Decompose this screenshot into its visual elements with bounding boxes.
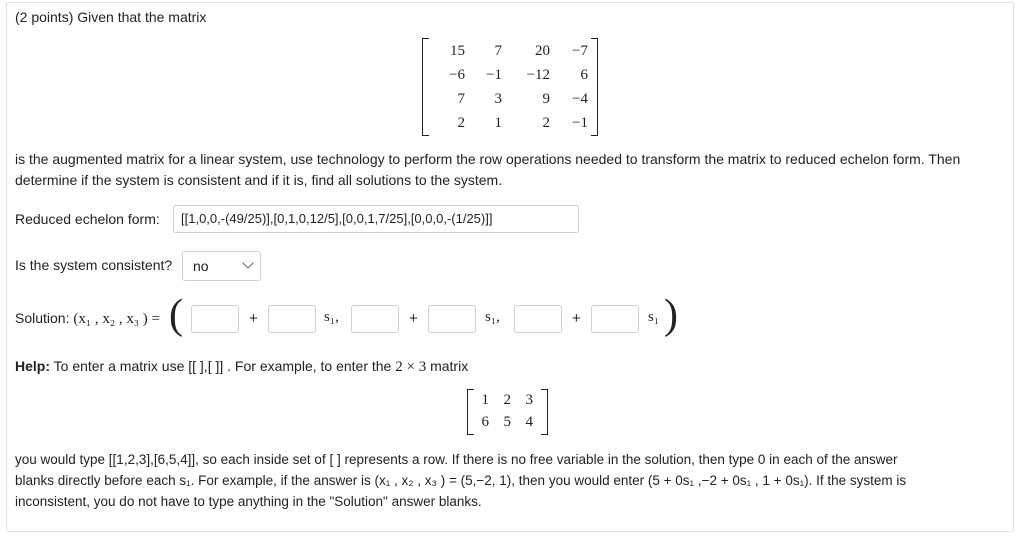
solution-blank-x2-coefficient[interactable] bbox=[428, 305, 476, 333]
solution-blank-x1-coefficient[interactable] bbox=[268, 305, 316, 333]
matrix-cell: 7 bbox=[494, 42, 502, 59]
example-cell: 4 bbox=[525, 413, 533, 430]
help-dims: 2 × 3 bbox=[395, 359, 427, 375]
matrix-cell: 1 bbox=[494, 114, 502, 131]
solution-blank-x3-coefficient[interactable] bbox=[591, 305, 639, 333]
help-paragraph-line: inconsistent, you do not have to type anything in the "Solution" answer blanks. bbox=[15, 494, 482, 509]
right-paren: ) bbox=[664, 292, 678, 338]
consistent-label: Is the system consistent? bbox=[15, 257, 173, 273]
description-line: determine if the system is consistent and if it is, find all solutions to the system. bbox=[15, 172, 503, 188]
matrix-cell: −1 bbox=[486, 66, 502, 83]
matrix-cell: 2 bbox=[457, 114, 465, 131]
matrix-cell: 20 bbox=[535, 42, 550, 59]
solution-label-text: Solution: bbox=[15, 310, 74, 326]
matrix-cell: 3 bbox=[494, 90, 502, 107]
s1-variable: s₁, bbox=[324, 309, 339, 325]
help-text: To enter a matrix use [[ ],[ ]] . For example, to enter the bbox=[50, 358, 396, 374]
plus-sign: + bbox=[249, 310, 258, 327]
plus-sign: + bbox=[572, 310, 581, 327]
example-cell: 6 bbox=[481, 413, 489, 430]
help-text-end: matrix bbox=[426, 358, 469, 374]
help-paragraph bbox=[15, 449, 906, 512]
help-paragraph-line: you would type [[1,2,3],[6,5,4]], so each inside set of [ ] represents a row. If there is no free variable in the solution, then type 0 in each of the answer bbox=[15, 452, 898, 467]
solution-tuple: (x₁ , x₂ , x₃ ) = bbox=[73, 311, 161, 327]
help-label: Help: bbox=[15, 358, 50, 374]
matrix-cell: 2 bbox=[542, 114, 550, 131]
left-paren: ( bbox=[169, 292, 183, 338]
question-intro: (2 points) Given that the matrix bbox=[15, 9, 207, 25]
consistent-select[interactable] bbox=[182, 251, 261, 281]
solution-blank-x1-constant[interactable] bbox=[191, 305, 239, 333]
help-paragraph-line: blanks directly before each s₁. For example, if the answer is (x₁ , x₂ , x₃ ) = (5,−2, 1), then you would enter (5 + 0s₁ ,−2 + 0s₁ , 1 + 0s₁). If the system is bbox=[15, 473, 907, 488]
augmented-matrix bbox=[422, 38, 598, 136]
consistent-selected-value: no bbox=[193, 258, 209, 274]
matrix-cell: −1 bbox=[572, 114, 588, 131]
matrix-cell: −12 bbox=[526, 66, 550, 83]
solution-blank-x3-constant[interactable] bbox=[514, 305, 562, 333]
s1-variable: s₁, bbox=[485, 309, 500, 325]
plus-sign: + bbox=[409, 310, 418, 327]
example-cell: 3 bbox=[525, 391, 533, 408]
reduced-form-label: Reduced echelon form: bbox=[15, 211, 160, 227]
example-cell: 2 bbox=[503, 391, 511, 408]
right-bracket bbox=[591, 38, 598, 136]
right-bracket bbox=[541, 389, 548, 435]
matrix-cell: 15 bbox=[450, 42, 465, 59]
question-description bbox=[15, 149, 960, 191]
chevron-down-icon bbox=[242, 257, 253, 268]
matrix-cell: 6 bbox=[580, 66, 588, 83]
solution-label bbox=[15, 310, 160, 328]
matrix-cell: −4 bbox=[572, 90, 588, 107]
matrix-cell: −6 bbox=[449, 66, 465, 83]
matrix-cell: 7 bbox=[457, 90, 465, 107]
example-matrix bbox=[467, 389, 548, 435]
help-line bbox=[15, 358, 468, 376]
matrix-cell: 9 bbox=[542, 90, 550, 107]
example-cell: 1 bbox=[481, 391, 489, 408]
example-cell: 5 bbox=[503, 413, 511, 430]
solution-blank-x2-constant[interactable] bbox=[351, 305, 399, 333]
description-line: is the augmented matrix for a linear system, use technology to perform the row operations needed to transform the matrix to reduced echelon form. Then bbox=[15, 151, 961, 167]
reduced-form-input[interactable]: [[1,0,0,-(49/25)],[0,1,0,12/5],[0,0,1,7/25],[0,0,0,-(1/25)]] bbox=[173, 205, 579, 233]
left-bracket bbox=[422, 38, 429, 136]
matrix-cell: −7 bbox=[572, 42, 588, 59]
s1-variable: s₁ bbox=[648, 309, 660, 325]
